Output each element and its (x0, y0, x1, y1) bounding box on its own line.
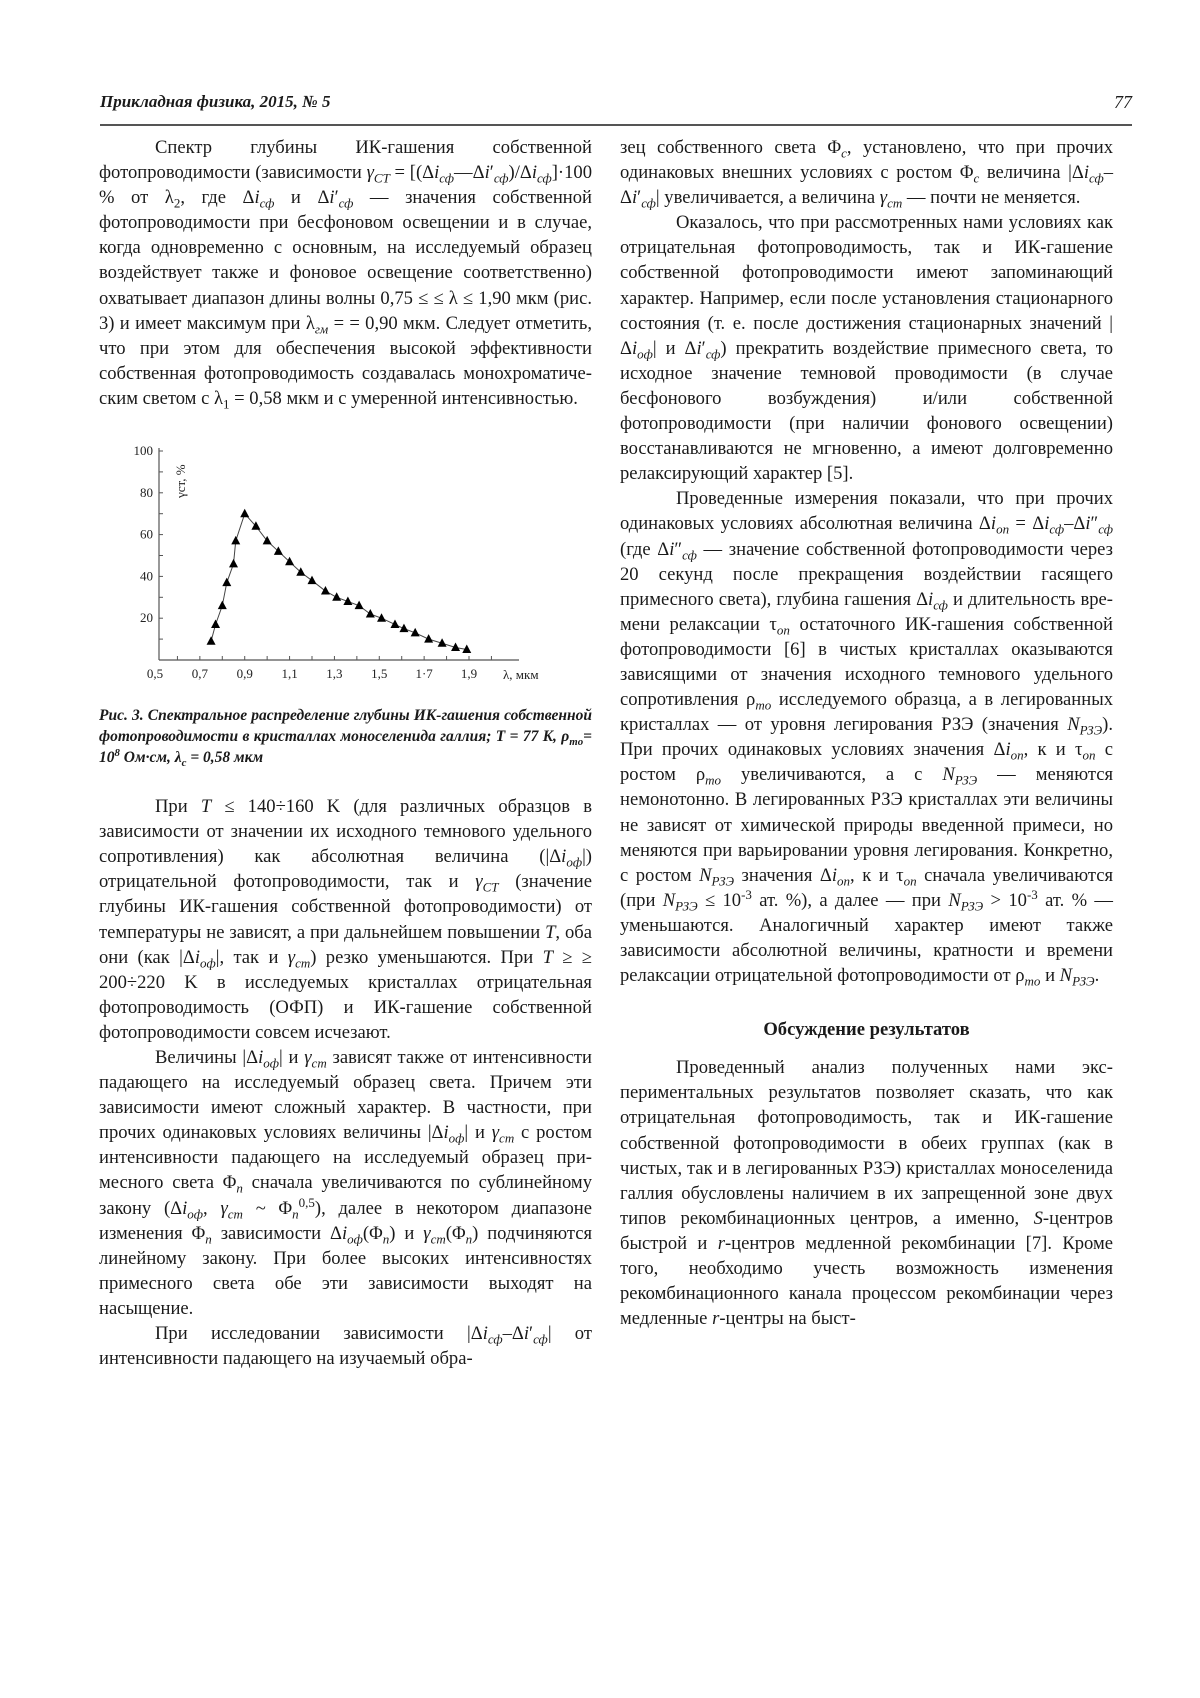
page-number: 77 (1114, 92, 1132, 112)
triangle-marker-icon (366, 609, 375, 618)
x-tick-label: 0,5 (146, 666, 164, 682)
triangle-marker-icon (321, 586, 330, 595)
y-tick-label: 80 (140, 484, 153, 500)
triangle-marker-icon (207, 636, 216, 645)
triangle-marker-icon (296, 567, 305, 576)
x-tick-label: 1·7 (415, 666, 433, 682)
header-rule (100, 124, 1132, 126)
triangle-marker-icon (222, 578, 231, 587)
paragraph: Спектр глубины ИК-гашения собственной фотопроводимости (зависимости $\gamma_{CT}$ = $[(\Delta i_{сф}-​-\Delta i'_{сф})/\Delta i_{сф}]\cdot 100$ % от $\lambda_2$, где $\Delta i_{сф}$ и $\Delta i'_{сф}$ — значения собственной фотопроводимости при бесфоновом освещении и в случае, когда одновременно с основным, на исследуемый образец воздействует также и фоновое освещение соответственно) охватывает диапазон длины волны 0,75 ≤ ≤ λ ≤ 1,90 мкм (рис. 3) и имеет максимум при $\lambda_{гм}$ = = 0,90 мкм. Следует отметить, что при этом для обеспечения высокой эффективности собственная фотопроводимость создавалась монохроматическим светом с $\lambda_1 = 0,58$ мкм и с умеренной интенсивностью. (99, 137, 592, 412)
x-tick-label: 1,1 (281, 666, 298, 682)
triangle-marker-icon (390, 620, 399, 629)
triangle-marker-icon (211, 620, 220, 629)
y-tick-label: 60 (140, 526, 153, 542)
y-axis-label: γст, % (173, 464, 188, 499)
triangle-marker-icon (240, 509, 249, 518)
triangle-marker-icon (332, 592, 341, 601)
x-tick-label: 1,9 (460, 666, 478, 682)
triangle-marker-icon (229, 559, 238, 568)
left-column (99, 135, 592, 1371)
triangle-marker-icon (424, 634, 433, 643)
y-tick-label: 20 (140, 610, 153, 626)
right-column (620, 135, 1113, 1331)
triangle-marker-icon (285, 557, 294, 566)
paragraph: Проведенные измерения показали, что при прочих одинаковых условиях абсолютная величина $\Delta i_{on} = \Delta i_{сф}-\Delta i''_{сф}$ (где $\Delta i''_{сф}$ — значение собственной фотопроводимости через 20 секунд после прекращения воздействии гасящего примесного света), глубина гашения $\Delta i_{сф}$ и длительность времени релаксации $\tau_{on}$ остаточного ИК-гашения собственной фотопроводимости [6] в чистых кристаллах оказываются зависящими от значения исходного темнового удельного сопротивления $\rho_{mo}$ исследуемого образца, а в легированных кристаллах — от уровня легирования РЗЭ (значения $N_{РЗЭ}$). При прочих одинаковых условиях значения $\Delta i_{on}$, к и $\tau_{on}$ с ростом $\rho_{mo}$ увеличиваются, а с $N_{РЗЭ}$ — меняются немонотонно. В легированных РЗЭ кристаллах эти величины не зависят от химической природы введенной примеси, но меняются при варьировании уровня легирования. Конкретно, с ростом $N_{РЗЭ}$ значения $\Delta i_{on}$, к и $\tau_{on}$ сначала увеличиваются (при $N_{РЗЭ} \le 10^{-3}$ ат. %), а далее — при $N_{РЗЭ} > 10^{-3}$ ат. % — уменьшаются. Аналогичный характер имеют также зависимости абсолютной величины, кратности и времени релаксации отрицательной фотопроводимости от $\rho_{mo}$ и $N_{РЗЭ}$. (620, 488, 1114, 989)
paragraph: При T ≤ 140÷160 K (для различных образцов в зависимости от значении их исходного темнового удельного сопротивления) как абсолютная величина $(|\Delta i_{оф}|)$ отрицательной фотопроводимости, так и $\gamma_{CT}$ (значение глубины ИК-гашения собственной фотопроводимости) от температуры не зависят, а при дальнейшем повышении T, оба они (как $|\Delta i_{оф}|$, так и $\gamma_{cm}$) резко уменьшаются. При T ≥ ≥ 200÷220 K в исследуемых кристаллах отрицательная фотопроводимость (ОФП) и ИК-гашение собственной фотопроводимости совсем исчезают. (99, 796, 593, 1043)
figure-3-chart (99, 436, 592, 701)
section-heading: Обсуждение результатов (763, 1019, 970, 1041)
triangle-marker-icon (231, 536, 240, 545)
triangle-marker-icon (308, 576, 317, 585)
figure-caption: Рис. 3. Спектральное распределение глубины ИК-гашения собственной фотопроводимости в кристаллах моноселенида галлия; T = 77 K, $\rho_{mo}= 10^8$ Ом·см, $\lambda_c = 0,58$ мкм (99, 707, 592, 770)
paragraph: Проведенный анализ полученных нами экспериментальных результатов позволяет сказать, что как отрицательная фотопроводимость, так и ИК-гашение собственной фотопроводимости в обеих группах (как в чистых, так и в легированных РЗЭ) кристаллах моноселенида галлия обусловлены наличием в их запрещенной зоне двух типов рекомбинационных центров, а именно, S-центров быстрой и r-центров медленной рекомбинации [7]. Кроме того, необходимо учесть возможность изменения рекомбинационного канала процессом рекомбинации через медленные r-центры на быст- (620, 1057, 1113, 1330)
x-tick-label: 1,5 (371, 666, 388, 682)
x-tick-label: 1,3 (326, 666, 343, 682)
y-tick-label: 40 (140, 568, 153, 584)
x-axis-label: λ, мкм (503, 667, 539, 683)
paragraph: Оказалось, что при рассмотренных нами условиях как отрицательная фотопроводимость, так и ИК-гашение собственной фотопроводимости имеют запоминающий характер. Например, если после установления стационарного состояния (т. е. после достижения стационарных значений $|\Delta i_{оф}|$ и $\Delta i'_{сф}$) прекратить воздействие примесного света, то исходное значение темновой проводимости (в случае бесфонового возбуждения) и/или собственной фотопроводимости (при наличии фонового освещении) восстанавливаются не мгновенно, а имеют долговременно релаксирующий характер [5]. (620, 212, 1113, 485)
y-tick-label: 100 (133, 443, 153, 459)
x-tick-label: 0,7 (191, 666, 208, 682)
journal-title: Прикладная физика, 2015, № 5 (100, 92, 331, 111)
paragraph: Величины $|\Delta i_{оф}|$ и $\gamma_{cm}$ зависят также от интенсивности падающего на исследуемый образец света. Причем эти зависимости имеют сложный характер. В частности, при прочих одинаковых условиях величины $|\Delta i_{оф}|$ и $\gamma_{cm}$ с ростом интенсивности падающего на исследуемый образец примесного света $\Phi_n$ сначала увеличиваются по сублинейному закону ($\Delta i_{оф}$, $\gamma_{cm}$ ~ $\Phi_n^{0,5}$), далее в некотором диапазоне изменения $\Phi_n$ зависимости $\Delta i_{оф}(\Phi_n)$ и $\gamma_{cm}(\Phi_n)$ подчиняются линейному закону. При более высоких интенсивностях примесного света обе эти зависимости выходят на насыщение. (99, 1046, 593, 1319)
triangle-marker-icon (399, 624, 408, 633)
data-line (211, 514, 467, 650)
paragraph: При исследовании зависимости $|\Delta i_{сф}-\Delta i'_{сф}|$ от интенсивности падающего на изучаемый обра- (99, 1323, 592, 1370)
paragraph: зец собственного света $\Phi_c$, установлено, что при прочих одинаковых внешних условиях с ростом $\Phi_c$ величина $|\Delta i_{сф}-\Delta i'_{сф}|$ увеличивается, а величина $\gamma_{cm}$ — почти не меняется. (620, 137, 1113, 211)
x-tick-label: 0,9 (236, 666, 253, 682)
running-header (100, 92, 1132, 122)
triangle-marker-icon (274, 546, 283, 555)
spectrum-chart (99, 436, 592, 701)
triangle-marker-icon (218, 601, 227, 610)
